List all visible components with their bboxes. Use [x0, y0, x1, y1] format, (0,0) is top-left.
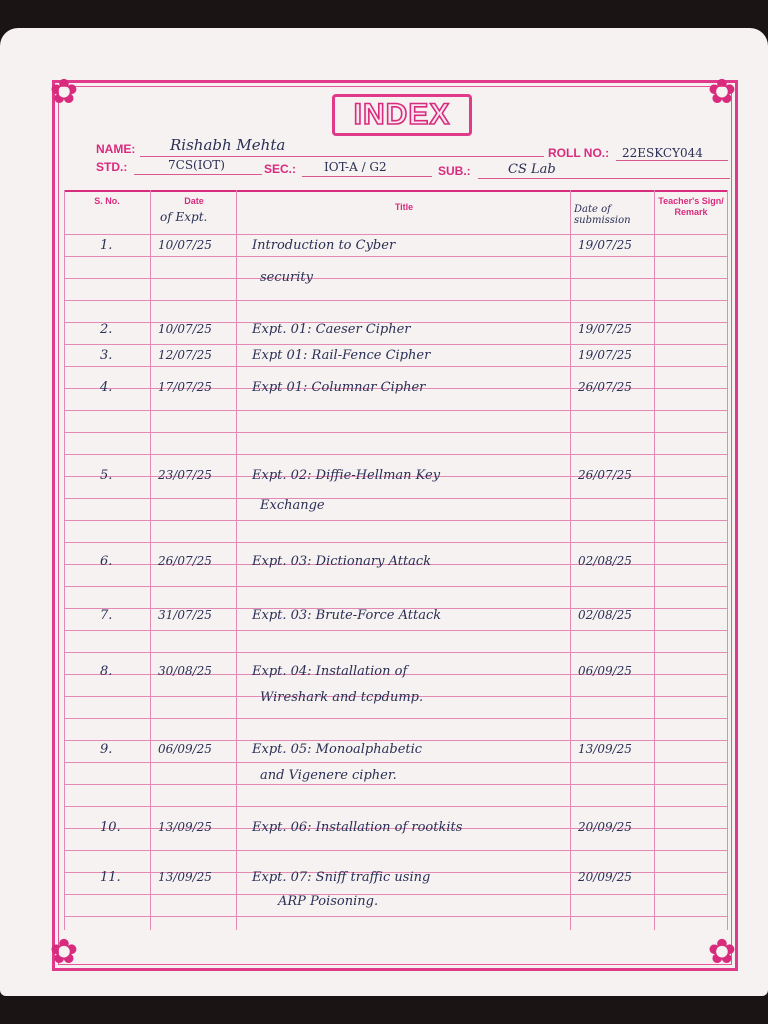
column-header-sno: S. No. — [94, 196, 120, 206]
title-cell: Expt. 05: Monoalphabetic — [252, 742, 423, 757]
name-value: Rishabh Mehta — [170, 136, 286, 154]
title-cell: Expt 01: Rail-Fence Cipher — [252, 348, 431, 363]
page-title: INDEX — [353, 98, 451, 131]
flower-ornament-icon: ✿ — [49, 72, 79, 112]
submission-cell: 02/08/25 — [578, 608, 632, 622]
sno-cell: 7. — [100, 608, 113, 623]
sno-cell: 8. — [100, 664, 113, 679]
table-row — [64, 608, 728, 630]
date-cell: 31/07/25 — [158, 608, 212, 622]
table-row — [64, 348, 728, 370]
flower-ornament-icon: ✿ — [707, 932, 737, 972]
column-header-title: Title — [394, 202, 414, 212]
name-label: NAME: — [96, 142, 136, 156]
title-cell: Introduction to Cyber — [252, 238, 396, 253]
date-cell: 10/07/25 — [158, 238, 212, 252]
std-value: 7CS(IOT) — [168, 158, 225, 172]
index-table — [64, 190, 728, 930]
title-continuation: ARP Poisoning. — [278, 894, 379, 909]
date-cell: 13/09/25 — [158, 820, 212, 834]
title-cell: Expt. 03: Brute-Force Attack — [252, 608, 442, 623]
sno-cell: 9. — [100, 742, 113, 757]
column-header-date: Date — [184, 196, 204, 206]
column-header-submission: Date of submission — [574, 204, 631, 226]
title-cell: Expt. 03: Dictionary Attack — [252, 554, 432, 569]
sec-label: SEC.: — [264, 162, 297, 176]
submission-cell: 06/09/25 — [578, 664, 632, 678]
title-continuation: and Vigenere cipher. — [260, 768, 397, 783]
table-row — [64, 664, 728, 686]
date-cell: 12/07/25 — [158, 348, 212, 362]
date-cell: 17/07/25 — [158, 380, 212, 394]
submission-cell: 20/09/25 — [578, 820, 632, 834]
title-continuation: security — [260, 270, 313, 285]
std-underline — [134, 174, 262, 175]
sub-label: SUB.: — [438, 164, 471, 178]
table-row — [64, 554, 728, 576]
submission-cell: 19/07/25 — [578, 238, 632, 252]
column-header-date-note: of Expt. — [160, 210, 208, 224]
submission-cell: 02/08/25 — [578, 554, 632, 568]
title-cell: Expt. 02: Diffie-Hellman Key — [252, 468, 441, 483]
submission-cell: 26/07/25 — [578, 468, 632, 482]
sec-underline — [302, 176, 432, 177]
sno-cell: 3. — [100, 348, 113, 363]
title-cell: Expt. 01: Caeser Cipher — [252, 322, 411, 337]
std-label: STD.: — [96, 160, 128, 174]
sec-value: IOT-A / G2 — [324, 160, 387, 174]
sno-cell: 11. — [100, 870, 121, 885]
date-cell: 13/09/25 — [158, 870, 212, 884]
roll-label: ROLL NO.: — [548, 146, 610, 160]
title-cell: Expt 01: Columnar Cipher — [252, 380, 426, 395]
column-header-teacher: Teacher's Sign/ Remark — [658, 196, 724, 217]
sno-cell: 1. — [100, 238, 113, 253]
sno-cell: 4. — [100, 380, 113, 395]
name-underline — [140, 156, 544, 157]
table-top-rule — [64, 190, 728, 192]
table-row — [64, 468, 728, 490]
date-cell: 06/09/25 — [158, 742, 212, 756]
submission-cell: 19/07/25 — [578, 348, 632, 362]
submission-cell: 13/09/25 — [578, 742, 632, 756]
flower-ornament-icon: ✿ — [707, 72, 737, 112]
index-title-box — [332, 94, 472, 136]
flower-ornament-icon: ✿ — [49, 932, 79, 972]
table-header-rule — [64, 234, 728, 235]
title-continuation: Wireshark and tcpdump. — [260, 690, 424, 705]
date-cell: 30/08/25 — [158, 664, 212, 678]
title-cell: Expt. 07: Sniff traffic using — [252, 870, 431, 885]
table-row — [64, 742, 728, 764]
table-row — [64, 380, 728, 402]
sno-cell: 2. — [100, 322, 113, 337]
table-row — [64, 870, 728, 892]
title-cell: Expt. 06: Installation of rootkits — [252, 820, 463, 835]
sno-cell: 10. — [100, 820, 121, 835]
title-cell: Expt. 04: Installation of — [252, 664, 408, 679]
roll-underline — [616, 160, 728, 161]
roll-value: 22ESKCY044 — [622, 146, 703, 160]
table-row — [64, 322, 728, 344]
sno-cell: 6. — [100, 554, 113, 569]
table-row — [64, 820, 728, 842]
submission-cell: 19/07/25 — [578, 322, 632, 336]
sub-underline — [478, 178, 730, 179]
date-cell: 23/07/25 — [158, 468, 212, 482]
submission-cell: 26/07/25 — [578, 380, 632, 394]
table-row — [64, 238, 728, 260]
sub-value: CS Lab — [508, 162, 556, 177]
date-cell: 10/07/25 — [158, 322, 212, 336]
date-cell: 26/07/25 — [158, 554, 212, 568]
sno-cell: 5. — [100, 468, 113, 483]
submission-cell: 20/09/25 — [578, 870, 632, 884]
title-continuation: Exchange — [260, 498, 325, 513]
